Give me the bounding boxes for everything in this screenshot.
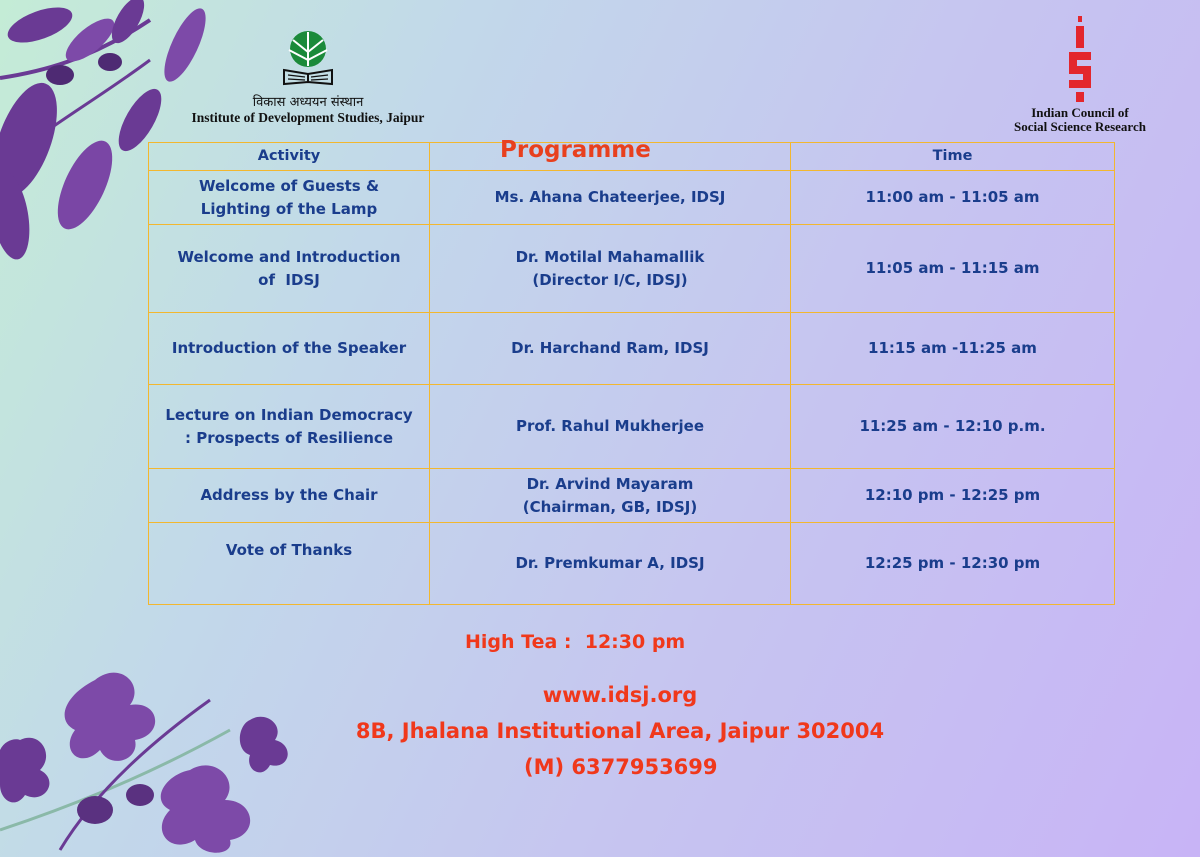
org-name-english: Institute of Development Studies, Jaipur bbox=[191, 110, 425, 125]
icssr-logo bbox=[990, 16, 1170, 134]
programme-table bbox=[148, 142, 1115, 605]
programme-title: Programme bbox=[500, 137, 651, 163]
time-cell: 12:10 pm - 12:25 pm bbox=[791, 469, 1115, 523]
activity-cell: Lecture on Indian Democracy : Prospects of Resilience bbox=[149, 385, 430, 469]
icssr-name-line2: Social Science Research bbox=[1014, 119, 1146, 134]
time-cell: 11:05 am - 11:15 am bbox=[791, 225, 1115, 313]
activity-cell: Vote of Thanks bbox=[149, 523, 430, 605]
idsj-logo bbox=[178, 30, 438, 126]
activity-cell: Introduction of the Speaker bbox=[149, 313, 430, 385]
table-row bbox=[149, 385, 1115, 469]
table-row bbox=[149, 171, 1115, 225]
icssr-name-line1: Indian Council of bbox=[1031, 105, 1129, 120]
table-row bbox=[149, 313, 1115, 385]
person-cell: Dr. Arvind Mayaram (Chairman, GB, IDSJ) bbox=[430, 469, 791, 523]
person-cell: Dr. Premkumar A, IDSJ bbox=[430, 523, 791, 605]
person-cell: Dr. Motilal Mahamallik (Director I/C, IDSJ) bbox=[430, 225, 791, 313]
address-text: 8B, Jhalana Institutional Area, Jaipur 302004 bbox=[355, 719, 885, 743]
icssr-emblem-icon bbox=[1065, 16, 1095, 102]
table-row bbox=[149, 469, 1115, 523]
activity-cell: Address by the Chair bbox=[149, 469, 430, 523]
time-cell: 12:25 pm - 12:30 pm bbox=[791, 523, 1115, 605]
activity-cell: Welcome of Guests & Lighting of the Lamp bbox=[149, 171, 430, 225]
org-name-hindi: विकास अध्ययन संस्थान bbox=[252, 95, 364, 110]
phone-text: (M) 6377953699 bbox=[524, 755, 718, 779]
tree-book-icon bbox=[281, 30, 335, 86]
table-row bbox=[149, 523, 1115, 605]
column-header-time: Time bbox=[791, 143, 1115, 171]
time-cell: 11:15 am -11:25 am bbox=[791, 313, 1115, 385]
time-cell: 11:25 am - 12:10 p.m. bbox=[791, 385, 1115, 469]
time-cell: 11:00 am - 11:05 am bbox=[791, 171, 1115, 225]
high-tea-text: High Tea : 12:30 pm bbox=[465, 631, 686, 653]
website-link[interactable]: www.idsj.org bbox=[542, 683, 698, 707]
table-row bbox=[149, 225, 1115, 313]
person-cell: Ms. Ahana Chateerjee, IDSJ bbox=[430, 171, 791, 225]
person-cell: Dr. Harchand Ram, IDSJ bbox=[430, 313, 791, 385]
activity-cell: Welcome and Introduction of IDSJ bbox=[149, 225, 430, 313]
column-header-activity: Activity bbox=[149, 143, 430, 171]
person-cell: Prof. Rahul Mukherjee bbox=[430, 385, 791, 469]
